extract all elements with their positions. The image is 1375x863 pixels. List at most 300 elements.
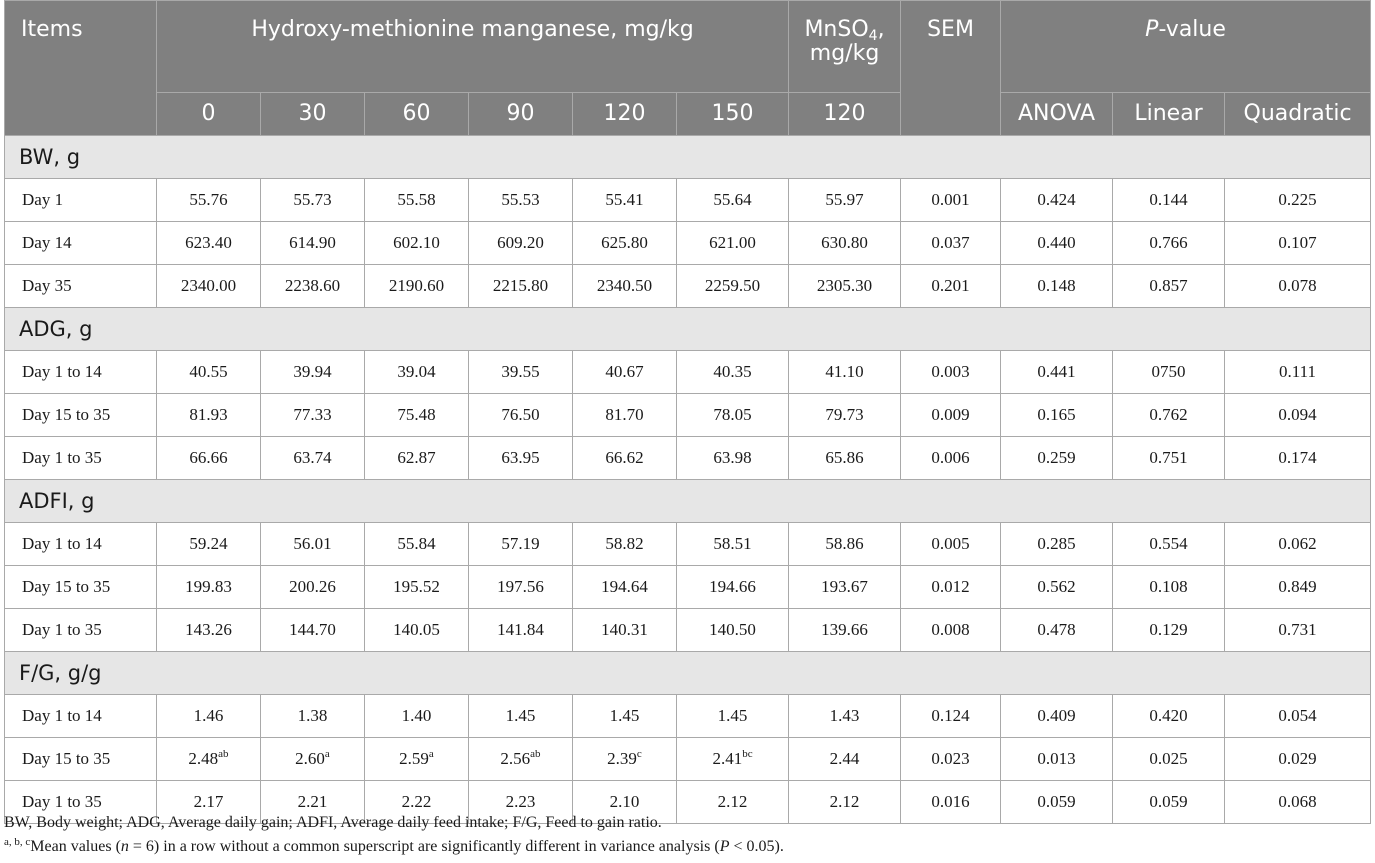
significance-superscript: bc [742, 748, 753, 760]
cell-value: 2.41 [712, 749, 743, 768]
table-cell [261, 351, 365, 394]
cell-value: 0.005 [931, 534, 970, 553]
cell-value: 78.05 [713, 405, 752, 424]
header-row-bottom [5, 93, 1371, 136]
linear-header: Linear [1113, 93, 1225, 136]
table-cell [1001, 437, 1113, 480]
table-cell [677, 566, 789, 609]
cell-value: 0.006 [931, 448, 970, 467]
cell-value: 0.225 [1278, 190, 1317, 209]
table-cell [157, 566, 261, 609]
data-table-container [4, 0, 1370, 824]
table-cell [365, 179, 469, 222]
table-cell [261, 437, 365, 480]
cell-value: 0.025 [1149, 749, 1188, 768]
table-cell [469, 738, 573, 781]
table-cell [573, 265, 677, 308]
cell-value: 0.440 [1037, 233, 1076, 252]
cell-value: 1.45 [609, 706, 640, 725]
cell-value: 55.97 [825, 190, 864, 209]
table-cell [1113, 265, 1225, 308]
cell-value: 66.62 [605, 448, 644, 467]
cell-value: 41.10 [825, 362, 864, 381]
section-row [5, 136, 1371, 179]
table-cell [469, 394, 573, 437]
row-label: Day 1 to 14 [5, 523, 157, 566]
cell-value: 75.48 [397, 405, 436, 424]
table-cell [573, 738, 677, 781]
cell-value: 0.094 [1278, 405, 1317, 424]
table-cell [573, 437, 677, 480]
cell-value: 609.20 [497, 233, 544, 252]
table-cell [1225, 781, 1371, 824]
table-cell [789, 265, 901, 308]
table-cell [789, 738, 901, 781]
table-cell [365, 222, 469, 265]
table-cell [1001, 394, 1113, 437]
cell-value: 2340.00 [180, 276, 237, 295]
table-cell [1001, 523, 1113, 566]
row-label: Day 15 to 35 [5, 394, 157, 437]
cell-value: 0.174 [1278, 448, 1317, 467]
table-cell [1001, 738, 1113, 781]
table-cell [677, 609, 789, 652]
cell-value: 0.849 [1278, 577, 1317, 596]
section-row [5, 652, 1371, 695]
cell-value: 0750 [1151, 362, 1186, 381]
cell-value: 0.124 [931, 706, 970, 725]
table-cell [469, 695, 573, 738]
table-cell [261, 738, 365, 781]
table-cell [1225, 265, 1371, 308]
table-cell [789, 394, 901, 437]
cell-value: 193.67 [821, 577, 868, 596]
table-cell [261, 523, 365, 566]
cell-value: 623.40 [185, 233, 232, 252]
cell-value: 66.66 [189, 448, 228, 467]
level-header: 0 [157, 93, 261, 136]
table-row [5, 738, 1371, 781]
table-cell [157, 738, 261, 781]
table-cell [365, 351, 469, 394]
table-cell [1225, 437, 1371, 480]
cell-value: 0.078 [1278, 276, 1317, 295]
table-cell [365, 265, 469, 308]
table-cell [469, 222, 573, 265]
table-cell [1113, 222, 1225, 265]
cell-value: 0.409 [1037, 706, 1076, 725]
table-cell [157, 222, 261, 265]
cell-value: 0.111 [1279, 362, 1317, 381]
cell-value: 0.108 [1149, 577, 1188, 596]
table-cell [1113, 738, 1225, 781]
table-cell [1225, 523, 1371, 566]
cell-value: 1.38 [297, 706, 328, 725]
cell-value: 0.068 [1278, 792, 1317, 811]
table-cell [1113, 394, 1225, 437]
table-cell [573, 609, 677, 652]
table-cell [573, 695, 677, 738]
table-cell [365, 695, 469, 738]
significance-superscript: ab [218, 748, 229, 760]
table-cell [157, 179, 261, 222]
cell-value: 140.50 [709, 620, 756, 639]
cell-value: 0.441 [1037, 362, 1076, 381]
row-label: Day 1 to 35 [5, 781, 157, 824]
cell-value: 194.66 [709, 577, 756, 596]
cell-value: 2.48 [188, 749, 219, 768]
table-row [5, 609, 1371, 652]
cell-value: 55.73 [293, 190, 332, 209]
table-row [5, 437, 1371, 480]
cell-value: 1.40 [401, 706, 432, 725]
table-cell [789, 781, 901, 824]
significance-superscript: a [324, 748, 330, 760]
cell-value: 0.144 [1149, 190, 1188, 209]
cell-value: 197.56 [497, 577, 544, 596]
cell-value: 57.19 [501, 534, 540, 553]
table-cell [901, 566, 1001, 609]
table-cell [261, 394, 365, 437]
table-cell [677, 523, 789, 566]
table-cell [469, 566, 573, 609]
table-cell [1113, 351, 1225, 394]
table-cell [157, 265, 261, 308]
cell-value: 2190.60 [388, 276, 445, 295]
table-cell [573, 222, 677, 265]
quadratic-header: Quadratic [1225, 93, 1371, 136]
cell-value: 0.731 [1278, 620, 1317, 639]
cell-value: 2.17 [193, 792, 224, 811]
table-row [5, 523, 1371, 566]
cell-value: 2.39 [607, 749, 637, 768]
cell-value: 0.016 [931, 792, 970, 811]
table-cell [901, 781, 1001, 824]
table-cell [677, 695, 789, 738]
level-header: 120 [573, 93, 677, 136]
cell-value: 76.50 [501, 405, 540, 424]
cell-value: 200.26 [289, 577, 336, 596]
cell-value: 0.201 [931, 276, 970, 295]
table-cell [901, 738, 1001, 781]
cell-value: 2.22 [401, 792, 432, 811]
row-label: Day 1 to 14 [5, 351, 157, 394]
table-cell [901, 609, 1001, 652]
table-cell [573, 394, 677, 437]
cell-value: 2.60 [295, 749, 325, 768]
cell-value: 2.56 [500, 749, 531, 768]
section-row [5, 308, 1371, 351]
table-cell [1113, 566, 1225, 609]
cell-value: 58.86 [825, 534, 864, 553]
table-row [5, 265, 1371, 308]
section-row [5, 480, 1371, 523]
cell-value: 2.12 [717, 792, 748, 811]
cell-value: 630.80 [821, 233, 868, 252]
row-label: Day 1 to 14 [5, 695, 157, 738]
cell-value: 141.84 [497, 620, 544, 639]
cell-value: 40.55 [189, 362, 228, 381]
table-row [5, 222, 1371, 265]
cell-value: 0.003 [931, 362, 970, 381]
table-cell [1225, 394, 1371, 437]
table-cell [365, 437, 469, 480]
table-cell [1001, 781, 1113, 824]
table-cell [573, 179, 677, 222]
table-cell [365, 566, 469, 609]
cell-value: 58.82 [605, 534, 644, 553]
cell-value: 0.857 [1149, 276, 1188, 295]
footnote-abbreviations: BW, Body weight; ADG, Average daily gain; ADFI, Average daily feed intake; F/G, Feed to gain ratio. [4, 814, 662, 831]
table-cell [1225, 695, 1371, 738]
table-cell [1001, 265, 1113, 308]
cell-value: 195.52 [393, 577, 440, 596]
table-cell [261, 566, 365, 609]
cell-value: 0.029 [1278, 749, 1317, 768]
cell-value: 1.45 [717, 706, 748, 725]
significance-superscript: a [428, 748, 434, 760]
cell-value: 55.64 [713, 190, 752, 209]
table-cell [157, 609, 261, 652]
table-cell [1113, 781, 1225, 824]
table-cell [901, 179, 1001, 222]
cell-value: 79.73 [825, 405, 864, 424]
cell-value: 0.062 [1278, 534, 1317, 553]
cell-value: 1.43 [829, 706, 860, 725]
cell-value: 614.90 [289, 233, 336, 252]
mnso4-header: MnSO4, mg/kg [789, 1, 901, 93]
cell-value: 139.66 [821, 620, 868, 639]
table-cell [677, 179, 789, 222]
table-cell [1001, 351, 1113, 394]
row-label: Day 1 [5, 179, 157, 222]
cell-value: 140.31 [601, 620, 648, 639]
cell-value: 40.35 [713, 362, 752, 381]
cell-value: 0.054 [1278, 706, 1317, 725]
table-cell [157, 523, 261, 566]
level-header: 30 [261, 93, 365, 136]
cell-value: 77.33 [293, 405, 332, 424]
table-cell [901, 394, 1001, 437]
cell-value: 55.41 [605, 190, 644, 209]
cell-value: 625.80 [601, 233, 648, 252]
table-cell [789, 523, 901, 566]
table-cell [789, 437, 901, 480]
cell-value: 2.10 [609, 792, 640, 811]
cell-value: 0.129 [1149, 620, 1188, 639]
cell-value: 65.86 [825, 448, 864, 467]
table-cell [573, 523, 677, 566]
cell-value: 0.762 [1149, 405, 1188, 424]
table-cell [469, 609, 573, 652]
cell-value: 81.70 [605, 405, 644, 424]
table-cell [157, 394, 261, 437]
cell-value: 55.84 [397, 534, 436, 553]
table-cell [677, 437, 789, 480]
table-cell [1225, 738, 1371, 781]
cell-value: 39.55 [501, 362, 540, 381]
cell-value: 59.24 [189, 534, 228, 553]
cell-value: 0.012 [931, 577, 970, 596]
row-label: Day 15 to 35 [5, 566, 157, 609]
cell-value: 2.12 [829, 792, 860, 811]
table-row [5, 351, 1371, 394]
cell-value: 81.93 [189, 405, 228, 424]
table-cell [677, 222, 789, 265]
cell-value: 2.23 [505, 792, 536, 811]
cell-value: 62.87 [397, 448, 436, 467]
cell-value: 2238.60 [284, 276, 341, 295]
section-title: BW, g [5, 136, 1371, 179]
table-cell [677, 738, 789, 781]
cell-value: 55.76 [189, 190, 228, 209]
section-title: ADG, g [5, 308, 1371, 351]
level-header: 60 [365, 93, 469, 136]
cell-value: 63.98 [713, 448, 752, 467]
table-cell [1225, 566, 1371, 609]
level-header: 150 [677, 93, 789, 136]
table-cell [365, 394, 469, 437]
table-cell [901, 437, 1001, 480]
table-cell [1001, 695, 1113, 738]
significance-superscript: c [636, 748, 642, 760]
section-title: F/G, g/g [5, 652, 1371, 695]
table-row [5, 394, 1371, 437]
table-cell [677, 394, 789, 437]
section-title: ADFI, g [5, 480, 1371, 523]
table-cell [1113, 695, 1225, 738]
cell-value: 0.107 [1278, 233, 1317, 252]
table-cell [901, 351, 1001, 394]
table-cell [1225, 351, 1371, 394]
table-cell [469, 351, 573, 394]
table-cell [1225, 179, 1371, 222]
cell-value: 143.26 [185, 620, 232, 639]
table-row [5, 179, 1371, 222]
table-cell [261, 179, 365, 222]
table-cell [901, 222, 1001, 265]
level-header: 90 [469, 93, 573, 136]
table-cell [261, 695, 365, 738]
cell-value: 40.67 [605, 362, 644, 381]
anova-header: ANOVA [1001, 93, 1113, 136]
cell-value: 55.53 [501, 190, 540, 209]
table-cell [789, 222, 901, 265]
cell-value: 2.59 [399, 749, 429, 768]
cell-value: 2340.50 [596, 276, 653, 295]
significance-superscript: ab [530, 748, 541, 760]
table-cell [365, 609, 469, 652]
table-cell [1001, 609, 1113, 652]
cell-value: 39.04 [397, 362, 436, 381]
table-cell [1113, 179, 1225, 222]
cell-value: 2259.50 [704, 276, 761, 295]
row-label: Day 15 to 35 [5, 738, 157, 781]
table-cell [261, 222, 365, 265]
table-cell [901, 265, 1001, 308]
table-cell [365, 738, 469, 781]
cell-value: 2.44 [829, 749, 860, 768]
table-cell [677, 781, 789, 824]
cell-value: 0.420 [1149, 706, 1188, 725]
cell-value: 621.00 [709, 233, 756, 252]
row-label: Day 14 [5, 222, 157, 265]
table-cell [157, 437, 261, 480]
table-body [5, 136, 1371, 824]
table-row [5, 566, 1371, 609]
table-cell [1113, 437, 1225, 480]
table-cell [677, 265, 789, 308]
cell-value: 2215.80 [492, 276, 549, 295]
cell-value: 140.05 [393, 620, 440, 639]
row-label: Day 1 to 35 [5, 609, 157, 652]
cell-value: 63.95 [501, 448, 540, 467]
footnote-significance: $^{a, b, c}$Mean values (n = 6) in a row without a common superscript are significantly different in variance analysis (P < 0.05). [4, 836, 784, 855]
table-cell [469, 437, 573, 480]
table-cell [157, 351, 261, 394]
sem-header: SEM [901, 1, 1001, 136]
cell-value: 602.10 [393, 233, 440, 252]
table-cell [1113, 609, 1225, 652]
cell-value: 56.01 [293, 534, 332, 553]
table-cell [469, 179, 573, 222]
table-cell [469, 523, 573, 566]
cell-value: 0.059 [1149, 792, 1188, 811]
cell-value: 39.94 [293, 362, 332, 381]
cell-value: 0.259 [1037, 448, 1076, 467]
table-cell [789, 351, 901, 394]
table-cell [901, 523, 1001, 566]
table-cell [789, 609, 901, 652]
table-cell [1001, 222, 1113, 265]
cell-value: 0.766 [1149, 233, 1188, 252]
table-cell [573, 566, 677, 609]
table-cell [261, 265, 365, 308]
table-cell [789, 179, 901, 222]
table-cell [677, 351, 789, 394]
cell-value: 2305.30 [816, 276, 873, 295]
table-cell [1225, 222, 1371, 265]
header-row-top [5, 1, 1371, 93]
cell-value: 58.51 [713, 534, 752, 553]
mnso4-level-header: 120 [789, 93, 901, 136]
cell-value: 0.285 [1037, 534, 1076, 553]
cell-value: 194.64 [601, 577, 648, 596]
cell-value: 0.013 [1037, 749, 1076, 768]
table-cell [789, 695, 901, 738]
table-cell [261, 609, 365, 652]
cell-value: 0.148 [1037, 276, 1076, 295]
group-header: Hydroxy-methionine manganese, mg/kg [157, 1, 789, 93]
cell-value: 0.009 [931, 405, 970, 424]
cell-value: 1.45 [505, 706, 536, 725]
pvalue-header: P-value [1001, 1, 1371, 93]
cell-value: 2.21 [297, 792, 328, 811]
cell-value: 55.58 [397, 190, 436, 209]
cell-value: 0.059 [1037, 792, 1076, 811]
table-cell [157, 695, 261, 738]
table-row [5, 695, 1371, 738]
table-cell [1001, 179, 1113, 222]
table-cell [365, 523, 469, 566]
cell-value: 0.037 [931, 233, 970, 252]
table-cell [1225, 609, 1371, 652]
cell-value: 0.165 [1037, 405, 1076, 424]
cell-value: 63.74 [293, 448, 332, 467]
cell-value: 0.751 [1149, 448, 1188, 467]
cell-value: 199.83 [185, 577, 232, 596]
table-cell [1001, 566, 1113, 609]
